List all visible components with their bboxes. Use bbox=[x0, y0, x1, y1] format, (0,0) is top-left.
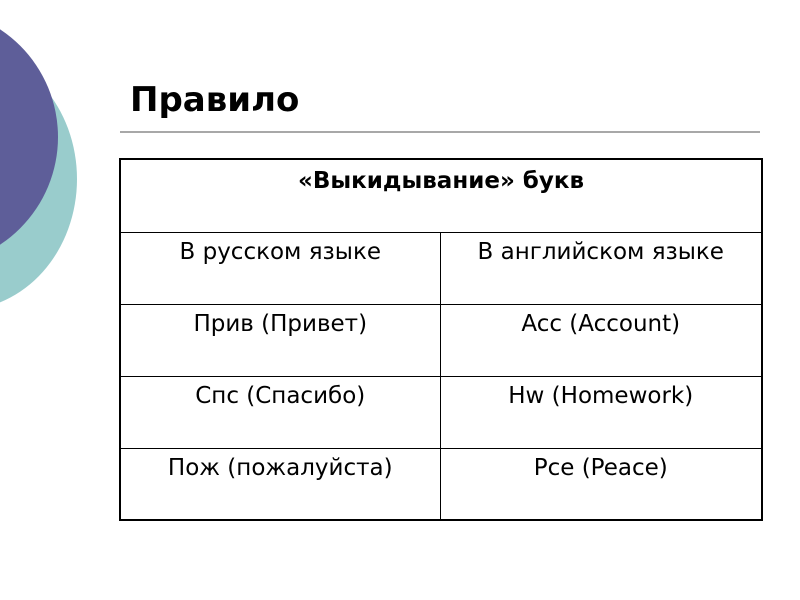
table-row bbox=[120, 304, 762, 376]
table-cell-english: Acc (Account) bbox=[440, 304, 762, 376]
table-row bbox=[120, 376, 762, 448]
table-cell-english: Hw (Homework) bbox=[440, 376, 762, 448]
table-column-headers bbox=[120, 232, 762, 304]
table-header-row bbox=[120, 159, 762, 232]
table-cell-russian: Прив (Привет) bbox=[120, 304, 440, 376]
rules-table bbox=[119, 158, 763, 521]
table-cell-russian: Спс (Спасибо) bbox=[120, 376, 440, 448]
table-cell-english: Pce (Peace) bbox=[440, 448, 762, 520]
table-cell-russian: Пож (пожалуйста) bbox=[120, 448, 440, 520]
title-divider bbox=[120, 131, 760, 133]
table-caption: «Выкидывание» букв bbox=[120, 159, 762, 232]
slide-title: Правило bbox=[130, 80, 300, 120]
table-row bbox=[120, 448, 762, 520]
column-header-english: В английском языке bbox=[440, 232, 762, 304]
column-header-russian: В русском языке bbox=[120, 232, 440, 304]
